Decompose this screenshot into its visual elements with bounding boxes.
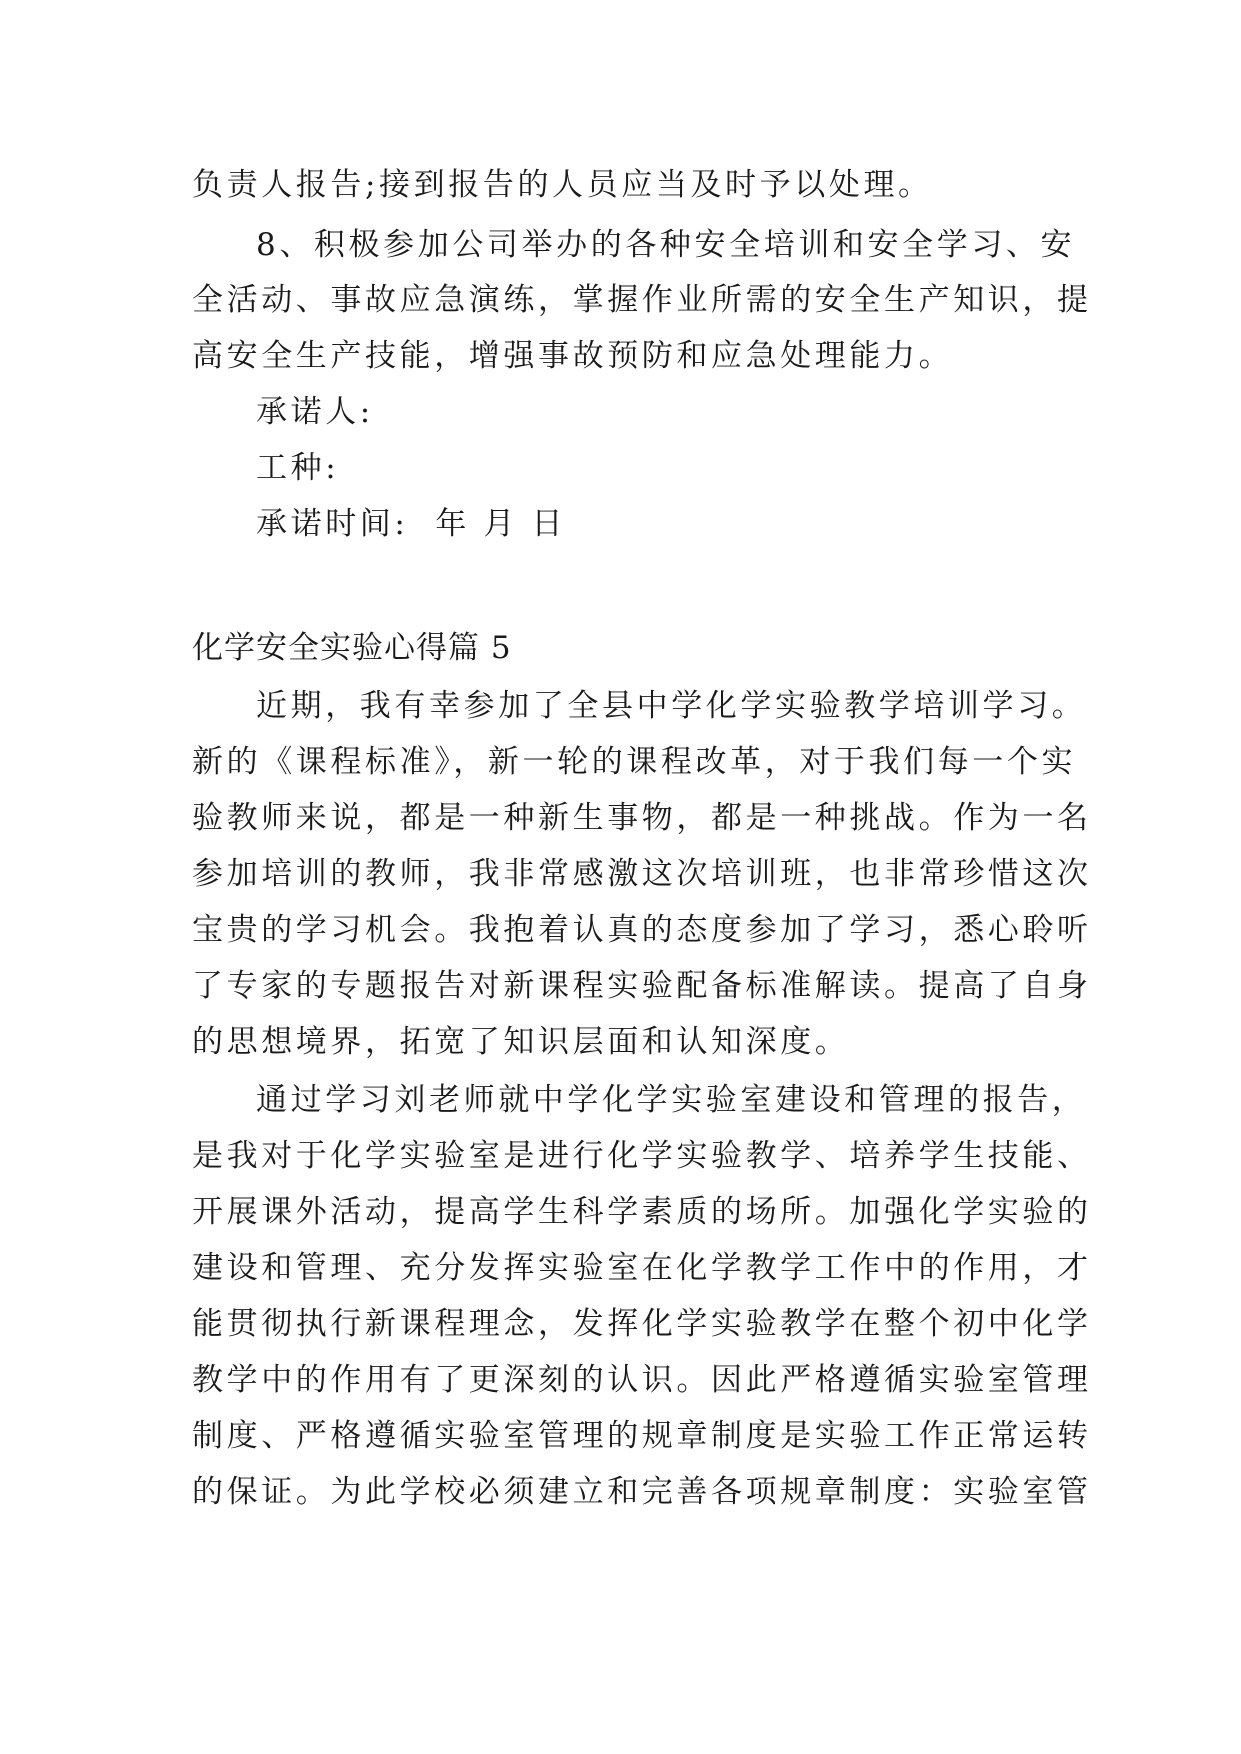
- paragraph-line: 宝贵的学习机会。我抱着认真的态度参加了学习，悉心聆听: [192, 912, 1092, 948]
- paragraph-line: 能贯彻执行新课程理念，发挥化学实验教学在整个初中化学: [192, 1306, 1092, 1342]
- paragraph-line: 开展课外活动，提高学生科学素质的场所。加强化学实验的: [192, 1194, 1092, 1230]
- commitment-item-8-line: 高安全生产技能，增强事故预防和应急处理能力。: [192, 338, 954, 374]
- paragraph-line: 通过学习刘老师就中学化学实验室建设和管理的报告，: [256, 1082, 1087, 1118]
- paragraph-line: 的保证。为此学校必须建立和完善各项规章制度：实验室管: [192, 1474, 1092, 1510]
- promiser-label: 承诺人:: [256, 394, 374, 430]
- commitment-item-8-line: 8、积极参加公司举办的各种安全培训和安全学习、安: [256, 227, 1076, 263]
- section-heading: 化学安全实验心得篇 5: [192, 630, 512, 666]
- paragraph-line: 了专家的专题报告对新课程实验配备标准解读。提高了自身: [192, 968, 1092, 1004]
- paragraph-line: 参加培训的教师，我非常感激这次培训班，也非常珍惜这次: [192, 856, 1092, 892]
- paragraph-line: 的思想境界，拓宽了知识层面和认知深度。: [192, 1024, 850, 1060]
- paragraph-line: 建设和管理、充分发挥实验室在化学教学工作中的作用，才: [192, 1250, 1092, 1286]
- paragraph-line: 验教师来说，都是一种新生事物，都是一种挑战。作为一名: [192, 800, 1092, 836]
- paragraph-line: 新的《课程标准》，新一轮的课程改革，对于我们每一个实: [192, 744, 1077, 780]
- commitment-date-label: 承诺时间: 年 月 日: [256, 506, 567, 542]
- commitment-text-line: 负责人报告;接到报告的人员应当及时予以处理。: [192, 167, 933, 203]
- paragraph-line: 是我对于化学实验室是进行化学实验教学、培养学生技能、: [192, 1138, 1092, 1174]
- job-type-label: 工种:: [256, 450, 340, 486]
- paragraph-line: 教学中的作用有了更深刻的认识。因此严格遵循实验室管理: [192, 1362, 1092, 1398]
- paragraph-line: 近期，我有幸参加了全县中学化学实验教学培训学习。: [256, 688, 1087, 724]
- paragraph-line: 制度、严格遵循实验室管理的规章制度是实验工作正常运转: [192, 1418, 1092, 1454]
- commitment-item-8-line: 全活动、事故应急演练，掌握作业所需的安全生产知识，提: [192, 282, 1092, 318]
